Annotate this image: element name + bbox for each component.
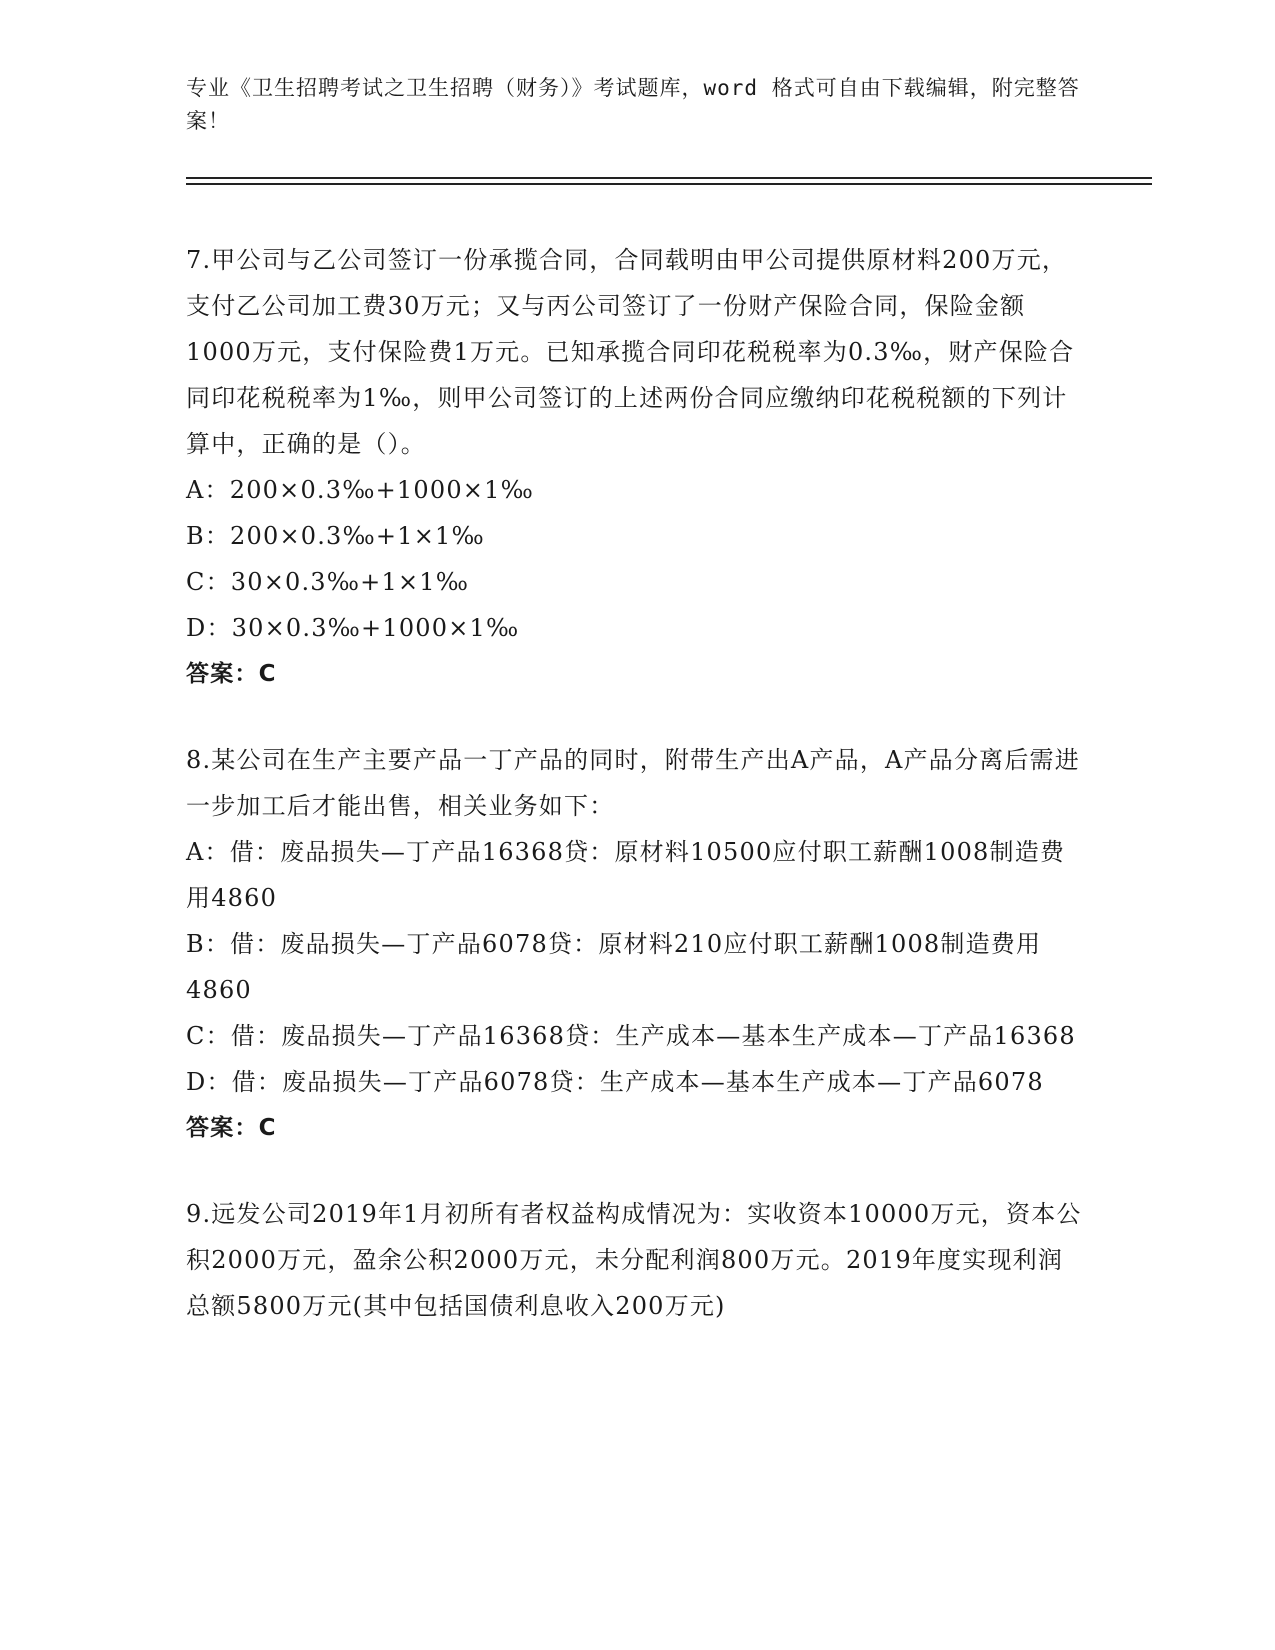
question-9 [186, 1191, 1086, 1329]
option-c: C：30×0.3‰+1×1‰ [186, 568, 470, 596]
option-d: D：借：废品损失—丁产品6078贷：生产成本—基本生产成本—丁产品6078 [186, 1068, 1044, 1096]
document-header: 专业《卫生招聘考试之卫生招聘（财务）》考试题库，word 格式可自由下载编辑，附完整答案！ [186, 76, 1080, 133]
option-b: B：借：废品损失—丁产品6078贷：原材料210应付职工薪酬1008制造费用4860 [186, 930, 1042, 1004]
question-list [186, 237, 1086, 1369]
question-stem: 8.某公司在生产主要产品一丁产品的同时，附带生产出A产品，A产品分离后需进一步加工后才能出售，相关业务如下： [186, 746, 1080, 820]
option-c: C：借：废品损失—丁产品16368贷：生产成本—基本生产成本—丁产品16368 [186, 1022, 1076, 1050]
answer-label: 答案：C [186, 661, 277, 687]
header-divider-top [186, 177, 1152, 179]
question-stem: 9.远发公司2019年1月初所有者权益构成情况为：实收资本10000万元，资本公积2000万元，盈余公积2000万元，未分配利润800万元。2019年度实现利润总额5800万元(其中包括国债利息收入200万元) [186, 1200, 1082, 1320]
option-d: D：30×0.3‰+1000×1‰ [186, 614, 520, 642]
question-8 [186, 737, 1086, 1151]
option-a: A：借：废品损失—丁产品16368贷：原材料10500应付职工薪酬1008制造费用4860 [186, 838, 1066, 912]
question-stem: 7.甲公司与乙公司签订一份承揽合同，合同载明由甲公司提供原材料200万元，支付乙公司加工费30万元；又与丙公司签订了一份财产保险合同，保险金额1000万元，支付保险费1万元。已知承揽合同印花税税率为0.3‰，财产保险合同印花税税率为1‰，则甲公司签订的上述两份合同应缴纳印花税税额的下列计算中，正确的是（）。 [186, 246, 1075, 458]
question-7 [186, 237, 1086, 697]
header-divider-bottom [186, 183, 1152, 185]
option-a: A：200×0.3‰+1000×1‰ [186, 476, 534, 504]
option-b: B：200×0.3‰+1×1‰ [186, 522, 485, 550]
answer-label: 答案：C [186, 1115, 277, 1141]
